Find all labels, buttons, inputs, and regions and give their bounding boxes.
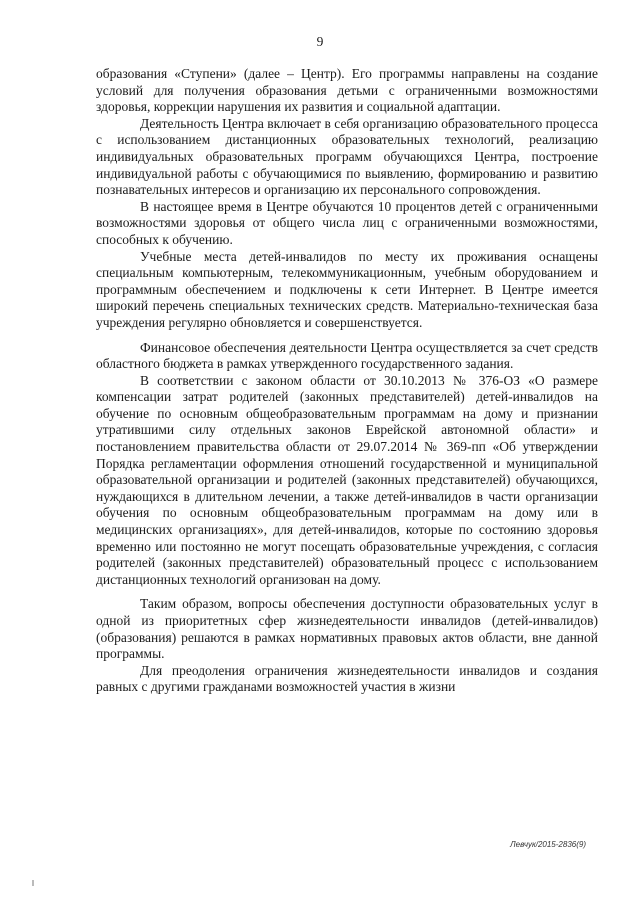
document-body bbox=[96, 66, 598, 696]
paragraph-1: образования «Ступени» (далее – Центр). Его программы направлены на создание условий для получения образования детьми с ограниченными возможностями здоровья, коррекции нарушения их развития и социальной адаптации. bbox=[96, 66, 598, 115]
paragraph-6: В соответствии с законом области от 30.10.2013 № 376-ОЗ «О размере компенсации затрат родителей (законных представителей) детей-инвалидов на обучение по основным общеобразовательным программам на дому и признании утратившими силу отдельных законов Еврейской автономной области» и постановлением правительства области от 29.07.2014 № 369-пп «Об утверждении Порядка регламентации оформления отношений государственной и муниципальной образовательной организации и родителей (законных представителей) обучающихся, нуждающихся в длительном лечении, а также детей-инвалидов в части организации обучения по основным общеобразовательным программам на дому или в медицинских организациях», для детей-инвалидов, которые по состоянию здоровья временно или постоянно не могут посещать образовательные учреждения, с согласия родителей (законных представителей) образовательный процесс с использованием дистанционных технологий организован на дому. bbox=[96, 372, 598, 587]
paragraph-2: Деятельность Центра включает в себя организацию образовательного процесса с использованием дистанционных образовательных технологий, реализацию индивидуальных образовательных программ обучающихся Центра, построение индивидуальной работы с обучающимися по выявлению, формированию и развитию познавательных интересов и организацию их персонального сопровождения. bbox=[96, 115, 598, 198]
paragraph-7: Таким образом, вопросы обеспечения доступности образовательных услуг в одной из приоритетных сфер жизнедеятельности инвалидов (детей-инвалидов) (образования) решаются в рамках нормативных правовых актов области, вне данной программы. bbox=[96, 596, 598, 662]
paragraph-3: В настоящее время в Центре обучаются 10 процентов детей с ограниченными возможностями здоровья от общего числа лиц с ограниченными возможностями, способных к обучению. bbox=[96, 198, 598, 247]
paragraph-5: Финансовое обеспечения деятельности Центра осуществляется за счет средств областного бюджета в рамках утвержденного государственного задания. bbox=[96, 339, 598, 372]
document-code: Левчук/2015-2836(9) bbox=[510, 840, 586, 849]
scan-mark bbox=[32, 880, 34, 886]
page-number: 9 bbox=[316, 34, 324, 49]
paragraph-8: Для преодоления ограничения жизнедеятельности инвалидов и создания равных с другими гражданами возможностей участия в жизни bbox=[96, 662, 598, 695]
paragraph-4: Учебные места детей-инвалидов по месту их проживания оснащены специальным компьютерным, телекоммуникационным, учебным оборудованием и программным обеспечением и подключены к сети Интернет. В Центре имеется широкий перечень специальных технических средств. Материально-техническая база учреждения регулярно обновляется и совершенствуется. bbox=[96, 248, 598, 330]
